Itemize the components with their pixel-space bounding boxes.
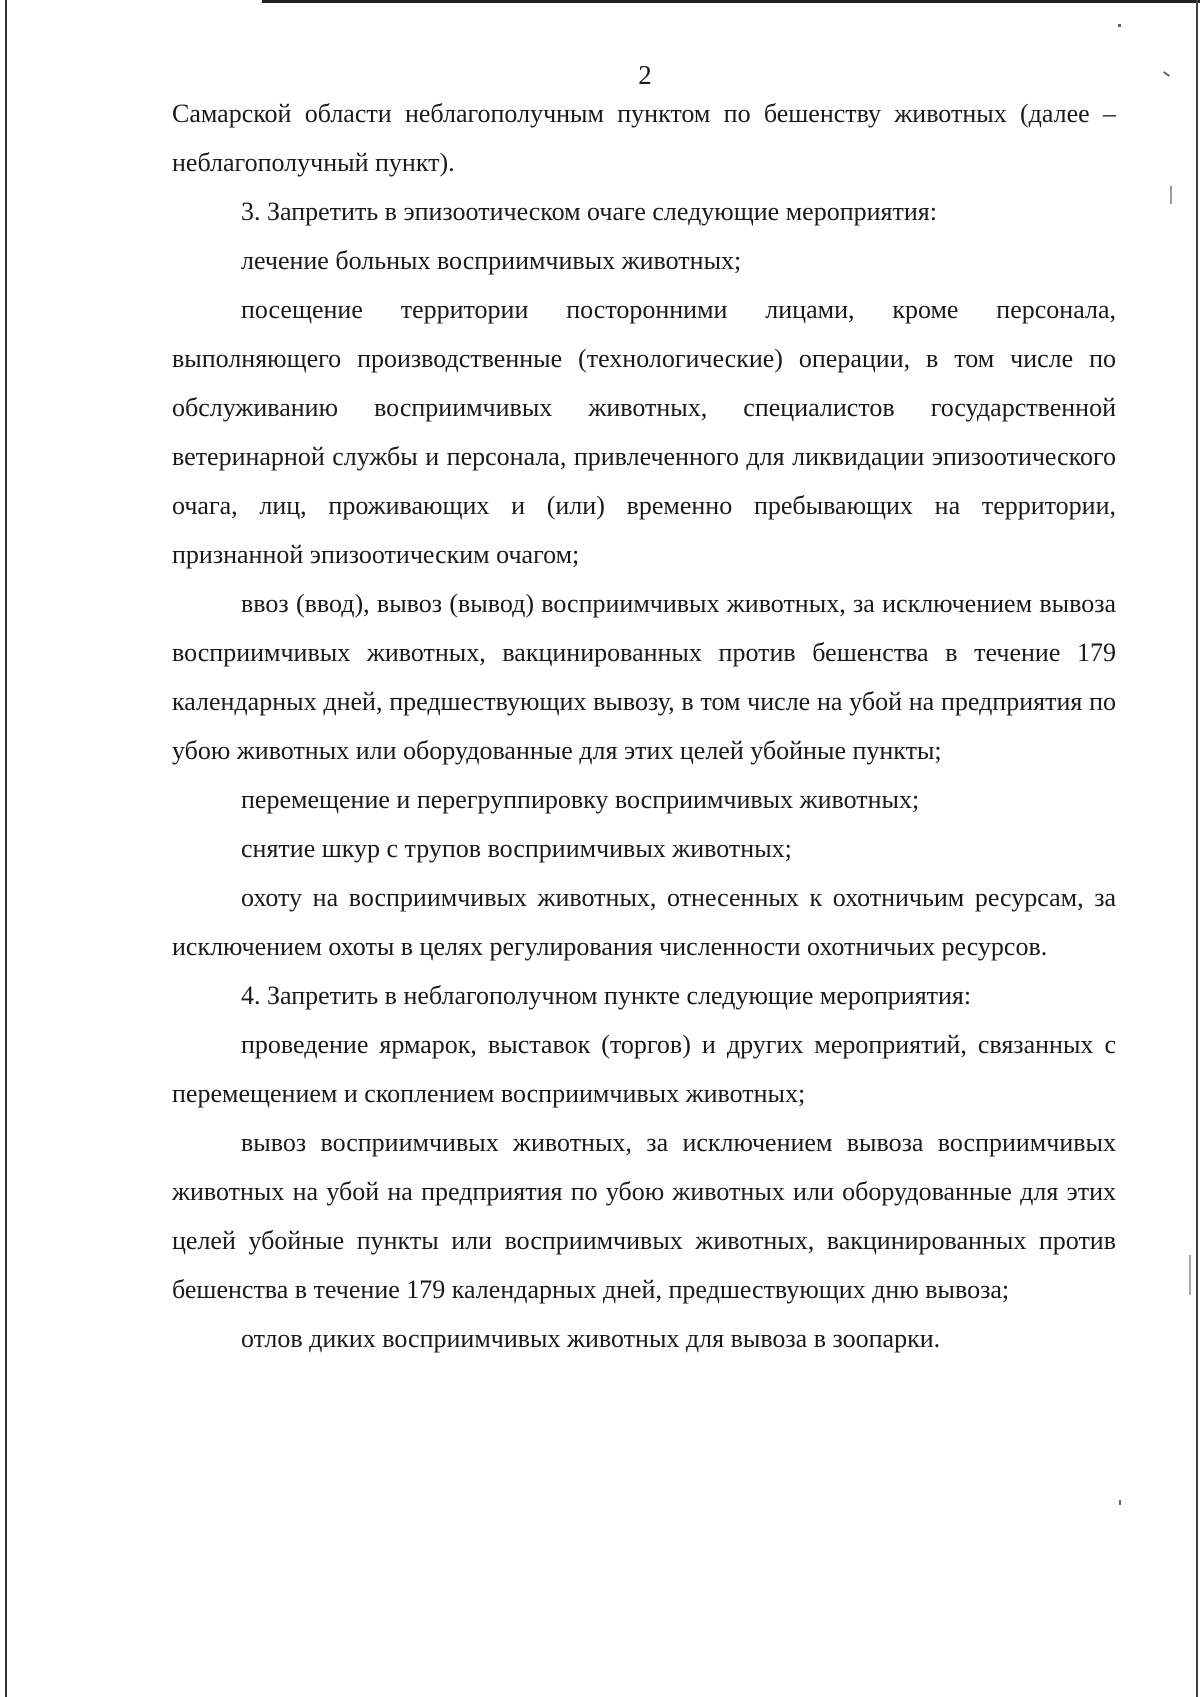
paragraph-hunting: охоту на восприимчивых животных, отнесенных к охотничьим ресурсам, за исключением охоты в целях регулирования численности охотничьих ресурсов. [172, 883, 1116, 961]
paragraph-removal: вывоз восприимчивых животных, за исключением вывоза восприимчивых животных на убой на предприятия по убою животных или оборудованные для этих целей убойные пункты или восприимчивых животных, вакцинированных против бешенства в течение 179 календарных дней, предшествующих дню вывоза; [172, 1128, 1116, 1304]
paragraph-import-export: ввоз (ввод), вывоз (вывод) восприимчивых животных, за исключением вывоза восприимчивых животных, вакцинированных против бешенства в течение 179 календарных дней, предшествующих вывозу, в том числе на убой на предприятия по убою животных или оборудованные для этих целей убойные пункты; [172, 589, 1116, 765]
paragraph-treatment: лечение больных восприимчивых животных; [241, 246, 742, 275]
paragraph-fairs: проведение ярмарок, выставок (торгов) и других мероприятий, связанных с перемещением и скоплением восприимчивых животных; [172, 1030, 1116, 1108]
document-body [172, 89, 1116, 1363]
scan-artifact [1170, 186, 1172, 204]
scan-artifact [1119, 1500, 1121, 1505]
left-border-line [5, 0, 7, 1697]
paragraph-capture: отлов диких восприимчивых животных для вывоза в зоопарки. [241, 1324, 941, 1353]
right-border-line [1196, 0, 1198, 1697]
scan-artifact [1118, 24, 1121, 27]
paragraph-skinning: снятие шкур с трупов восприимчивых животных; [241, 834, 792, 863]
paragraph-visits: посещение территории посторонними лицами, кроме персонала, выполняющего производственные (технологические) операции, в том числе по обслуживанию восприимчивых животных, специалистов государственной ветеринарной службы и персонала, привлеченного для ликвидации эпизоотического очага, лиц, проживающих и (или) временно пребывающих на территории, признанной эпизоотическим очагом; [172, 295, 1116, 569]
paragraph-continuation: Самарской области неблагополучным пунктом по бешенству животных (далее – неблагополучный пункт). [172, 99, 1116, 177]
scan-artifact [1189, 1255, 1191, 1295]
paragraph-item-3: 3. Запретить в эпизоотическом очаге следующие мероприятия: [241, 197, 937, 226]
paragraph-item-4: 4. Запретить в неблагополучном пункте следующие мероприятия: [241, 981, 972, 1010]
top-border-line [262, 0, 1200, 3]
page-number: 2 [638, 60, 652, 90]
paragraph-regrouping: перемещение и перегруппировку восприимчивых животных; [241, 785, 920, 814]
